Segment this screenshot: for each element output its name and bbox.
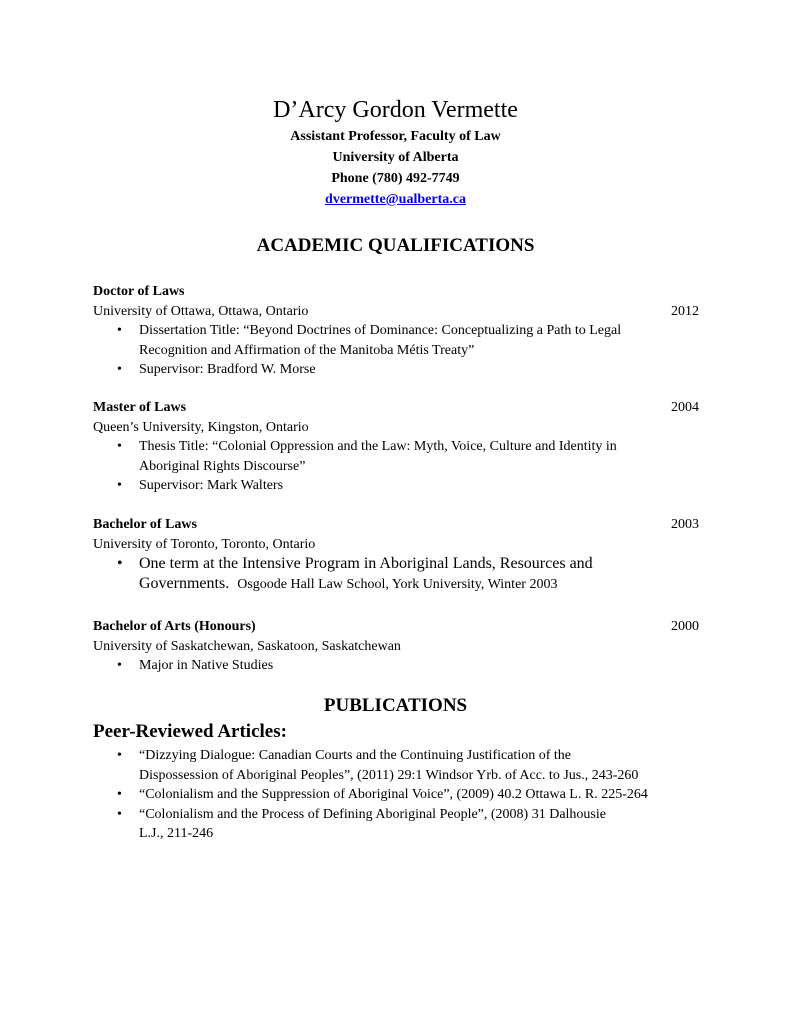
degree-details — [93, 554, 699, 595]
degree-name: Bachelor of Arts (Honours) — [93, 619, 256, 634]
section-heading-academic: ACADEMIC QUALIFICATIONS — [256, 235, 535, 256]
degree-year: 2004 — [671, 400, 699, 415]
list-item: • Thesis Title: “Colonial Oppression and the Law: Myth, Voice, Culture and Identity in Aboriginal Rights Discourse” — [139, 437, 699, 476]
list-item: • Dissertation Title: “Beyond Doctrines of Dominance: Conceptualizing a Path to Legal Recognition and Affirmation of the Manitoba Métis Treaty” — [139, 321, 699, 360]
section-heading-publications: PUBLICATIONS — [323, 695, 468, 716]
degree-name: Bachelor of Laws — [93, 517, 197, 532]
list-item: • “Colonialism and the Process of Defining Aboriginal People”, (2008) 31 Dalhousie L.J., 211-246 — [139, 805, 713, 844]
publication-list — [93, 746, 713, 844]
degree-details — [93, 437, 699, 496]
university: University of Alberta — [332, 150, 459, 165]
degree-entry — [93, 617, 699, 676]
degree-details — [93, 321, 699, 380]
degree-name: Doctor of Laws — [93, 284, 185, 299]
subsection-heading-peer-reviewed: Peer-Reviewed Articles: — [93, 721, 287, 742]
list-item: • One term at the Intensive Program in Aboriginal Lands, Resources and Governments. Osgoode Hall Law School, York University, Winter 2003 — [139, 554, 699, 595]
degree-year: 2003 — [671, 517, 699, 532]
degree-institution: University of Toronto, Toronto, Ontario — [93, 536, 316, 552]
degree-year: 2012 — [671, 303, 699, 319]
degree-entry — [93, 398, 699, 496]
phone: Phone (780) 492-7749 — [331, 171, 460, 186]
list-item: • Major in Native Studies — [139, 656, 699, 676]
email-link[interactable]: dvermette@ualberta.ca — [325, 192, 466, 207]
degree-name: Master of Laws — [93, 400, 187, 415]
list-item: • Supervisor: Bradford W. Morse — [139, 360, 699, 380]
list-item: • “Dizzying Dialogue: Canadian Courts and the Continuing Justification of the Dispossession of Aboriginal Peoples”, (2011) 29:1 Windsor Yrb. of Acc. to Jus., 243-260 — [139, 746, 713, 785]
degree-institution: University of Ottawa, Ottawa, Ontario — [93, 303, 309, 319]
degree-institution: University of Saskatchewan, Saskatoon, Saskatchewan — [93, 638, 401, 654]
cv-header — [0, 94, 791, 210]
list-item: • Supervisor: Mark Walters — [139, 476, 699, 496]
degree-details — [93, 656, 699, 676]
person-name: D’Arcy Gordon Vermette — [273, 97, 518, 123]
list-item: • “Colonialism and the Suppression of Aboriginal Voice”, (2009) 40.2 Ottawa L. R. 225-264 — [139, 785, 713, 805]
degree-entry — [93, 515, 699, 595]
degree-year: 2000 — [671, 619, 699, 634]
degree-institution: Queen’s University, Kingston, Ontario — [93, 419, 309, 435]
degree-entry — [93, 282, 699, 380]
job-title: Assistant Professor, Faculty of Law — [290, 129, 501, 144]
